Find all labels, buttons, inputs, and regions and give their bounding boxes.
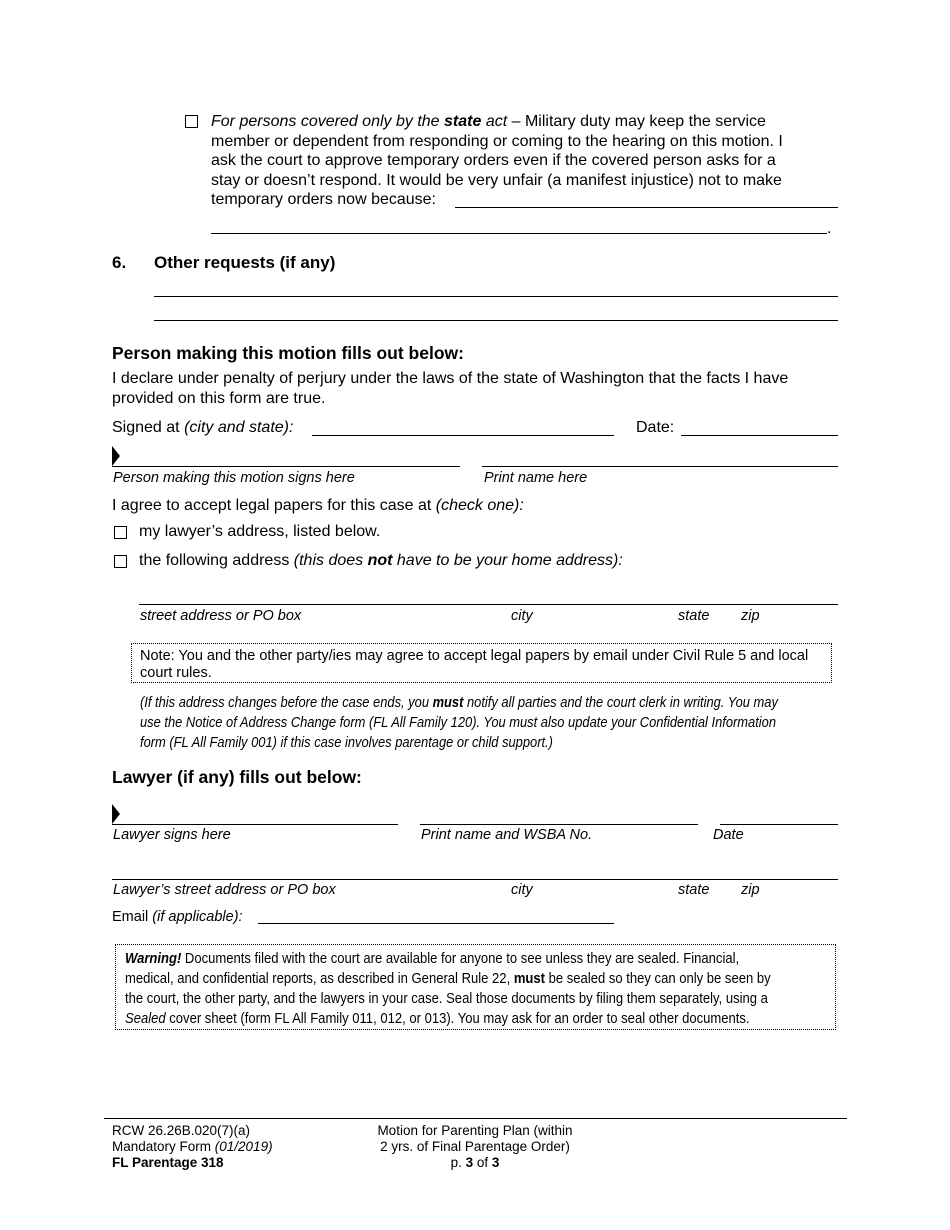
- reason-line-1[interactable]: [455, 207, 838, 208]
- print-name-line[interactable]: [482, 466, 838, 467]
- lawyer-print-label: Print name and WSBA No.: [421, 827, 593, 843]
- print-name-label: Print name here: [484, 470, 588, 486]
- lawyer-city-label: city: [511, 882, 533, 898]
- state-label: state: [678, 608, 710, 624]
- agree-label: I agree to accept legal papers for this case at (check one):: [112, 497, 524, 514]
- following-address-checkbox[interactable]: [114, 555, 127, 568]
- street-label: street address or PO box: [140, 608, 302, 624]
- page-number: p. 3 of 3: [450, 1155, 500, 1170]
- note-box: [131, 643, 832, 683]
- address-change-notice: (If this address changes before the case ends, you must notify all parties and the court clerk in writing. You may use the Notice of Address Change form (FL All Family 120). You must also update your Confidential Information form (FL All Family 001) if this case involves parentage or child support.): [140, 694, 778, 751]
- email-field[interactable]: [258, 923, 614, 924]
- lawyer-address-line[interactable]: [112, 879, 838, 880]
- state-act-checkbox[interactable]: [185, 115, 198, 128]
- footer-rule: [104, 1118, 847, 1119]
- warning-text: Warning! Documents filed with the court are available for anyone to see unless they are sealed. Financial, medical, and confidential reports, as described in General Rule 22, must be sealed so they can only be seen by the court, the other party, and the lawyers in your case. Seal those documents by filing them separately, using a Sealed cover sheet (form FL All Family 011, 012, or 013). You may ask for an order to seal other documents.: [125, 950, 771, 1027]
- date-field[interactable]: [681, 435, 838, 436]
- warning-box: [115, 944, 836, 1030]
- reason-line-2[interactable]: [211, 233, 827, 234]
- lawyer-date-label: Date: [713, 827, 744, 843]
- lawyer-signature-line[interactable]: [112, 824, 398, 825]
- sign-arrow-icon: [112, 446, 120, 466]
- lawyer-address-option: my lawyer’s address, listed below.: [139, 523, 381, 540]
- lawyer-address-checkbox[interactable]: [114, 526, 127, 539]
- footer-center: Motion for Parenting Plan (within 2 yrs. of Final Parentage Order) p. 3 of 3: [330, 1123, 620, 1171]
- period: .: [827, 220, 832, 237]
- lawyer-sign-arrow-icon: [112, 804, 120, 824]
- zip-label: zip: [741, 608, 760, 624]
- section-6-number: 6.: [112, 253, 127, 272]
- state-act-paragraph: For persons covered only by the state act – Military duty may keep the service member or dependent from responding or coming to the hearing on this motion. I ask the court to approve temporary orders even if the covered person asks for a stay or doesn’t respond. It would be very unfair (a manifest injustice) not to make temporary orders now because:: [211, 113, 783, 209]
- person-heading: Person making this motion fills out below:: [112, 343, 464, 363]
- lawyer-sign-label: Lawyer signs here: [113, 827, 231, 843]
- lawyer-date-line[interactable]: [720, 824, 838, 825]
- signed-at-label: Signed at (city and state):: [112, 419, 294, 436]
- lawyer-print-name-line[interactable]: [420, 824, 698, 825]
- lawyer-state-label: state: [678, 882, 710, 898]
- lawyer-heading: Lawyer (if any) fills out below:: [112, 767, 362, 787]
- lawyer-street-label: Lawyer’s street address or PO box: [113, 882, 336, 898]
- sign-here-label: Person making this motion signs here: [113, 470, 355, 486]
- lawyer-zip-label: zip: [741, 882, 760, 898]
- email-label: Email (if applicable):: [112, 909, 243, 925]
- section-6-title: Other requests (if any): [154, 253, 336, 272]
- note-text: Note: You and the other party/ies may agree to accept legal papers by email under Civil Rule 5 and local court rules.: [140, 648, 809, 681]
- other-requests-line-1[interactable]: [154, 296, 838, 297]
- address-line[interactable]: [139, 604, 838, 605]
- footer-left: RCW 26.26B.020(7)(a) Mandatory Form (01/2019) FL Parentage 318: [112, 1123, 273, 1170]
- following-address-option: the following address (this does not have to be your home address):: [139, 552, 623, 569]
- other-requests-line-2[interactable]: [154, 320, 838, 321]
- date-label: Date:: [636, 419, 675, 436]
- declaration: I declare under penalty of perjury under the laws of the state of Washington that the facts I have provided on this form are true.: [112, 370, 789, 407]
- signed-at-field[interactable]: [312, 435, 614, 436]
- city-label: city: [511, 608, 533, 624]
- signature-line[interactable]: [112, 466, 460, 467]
